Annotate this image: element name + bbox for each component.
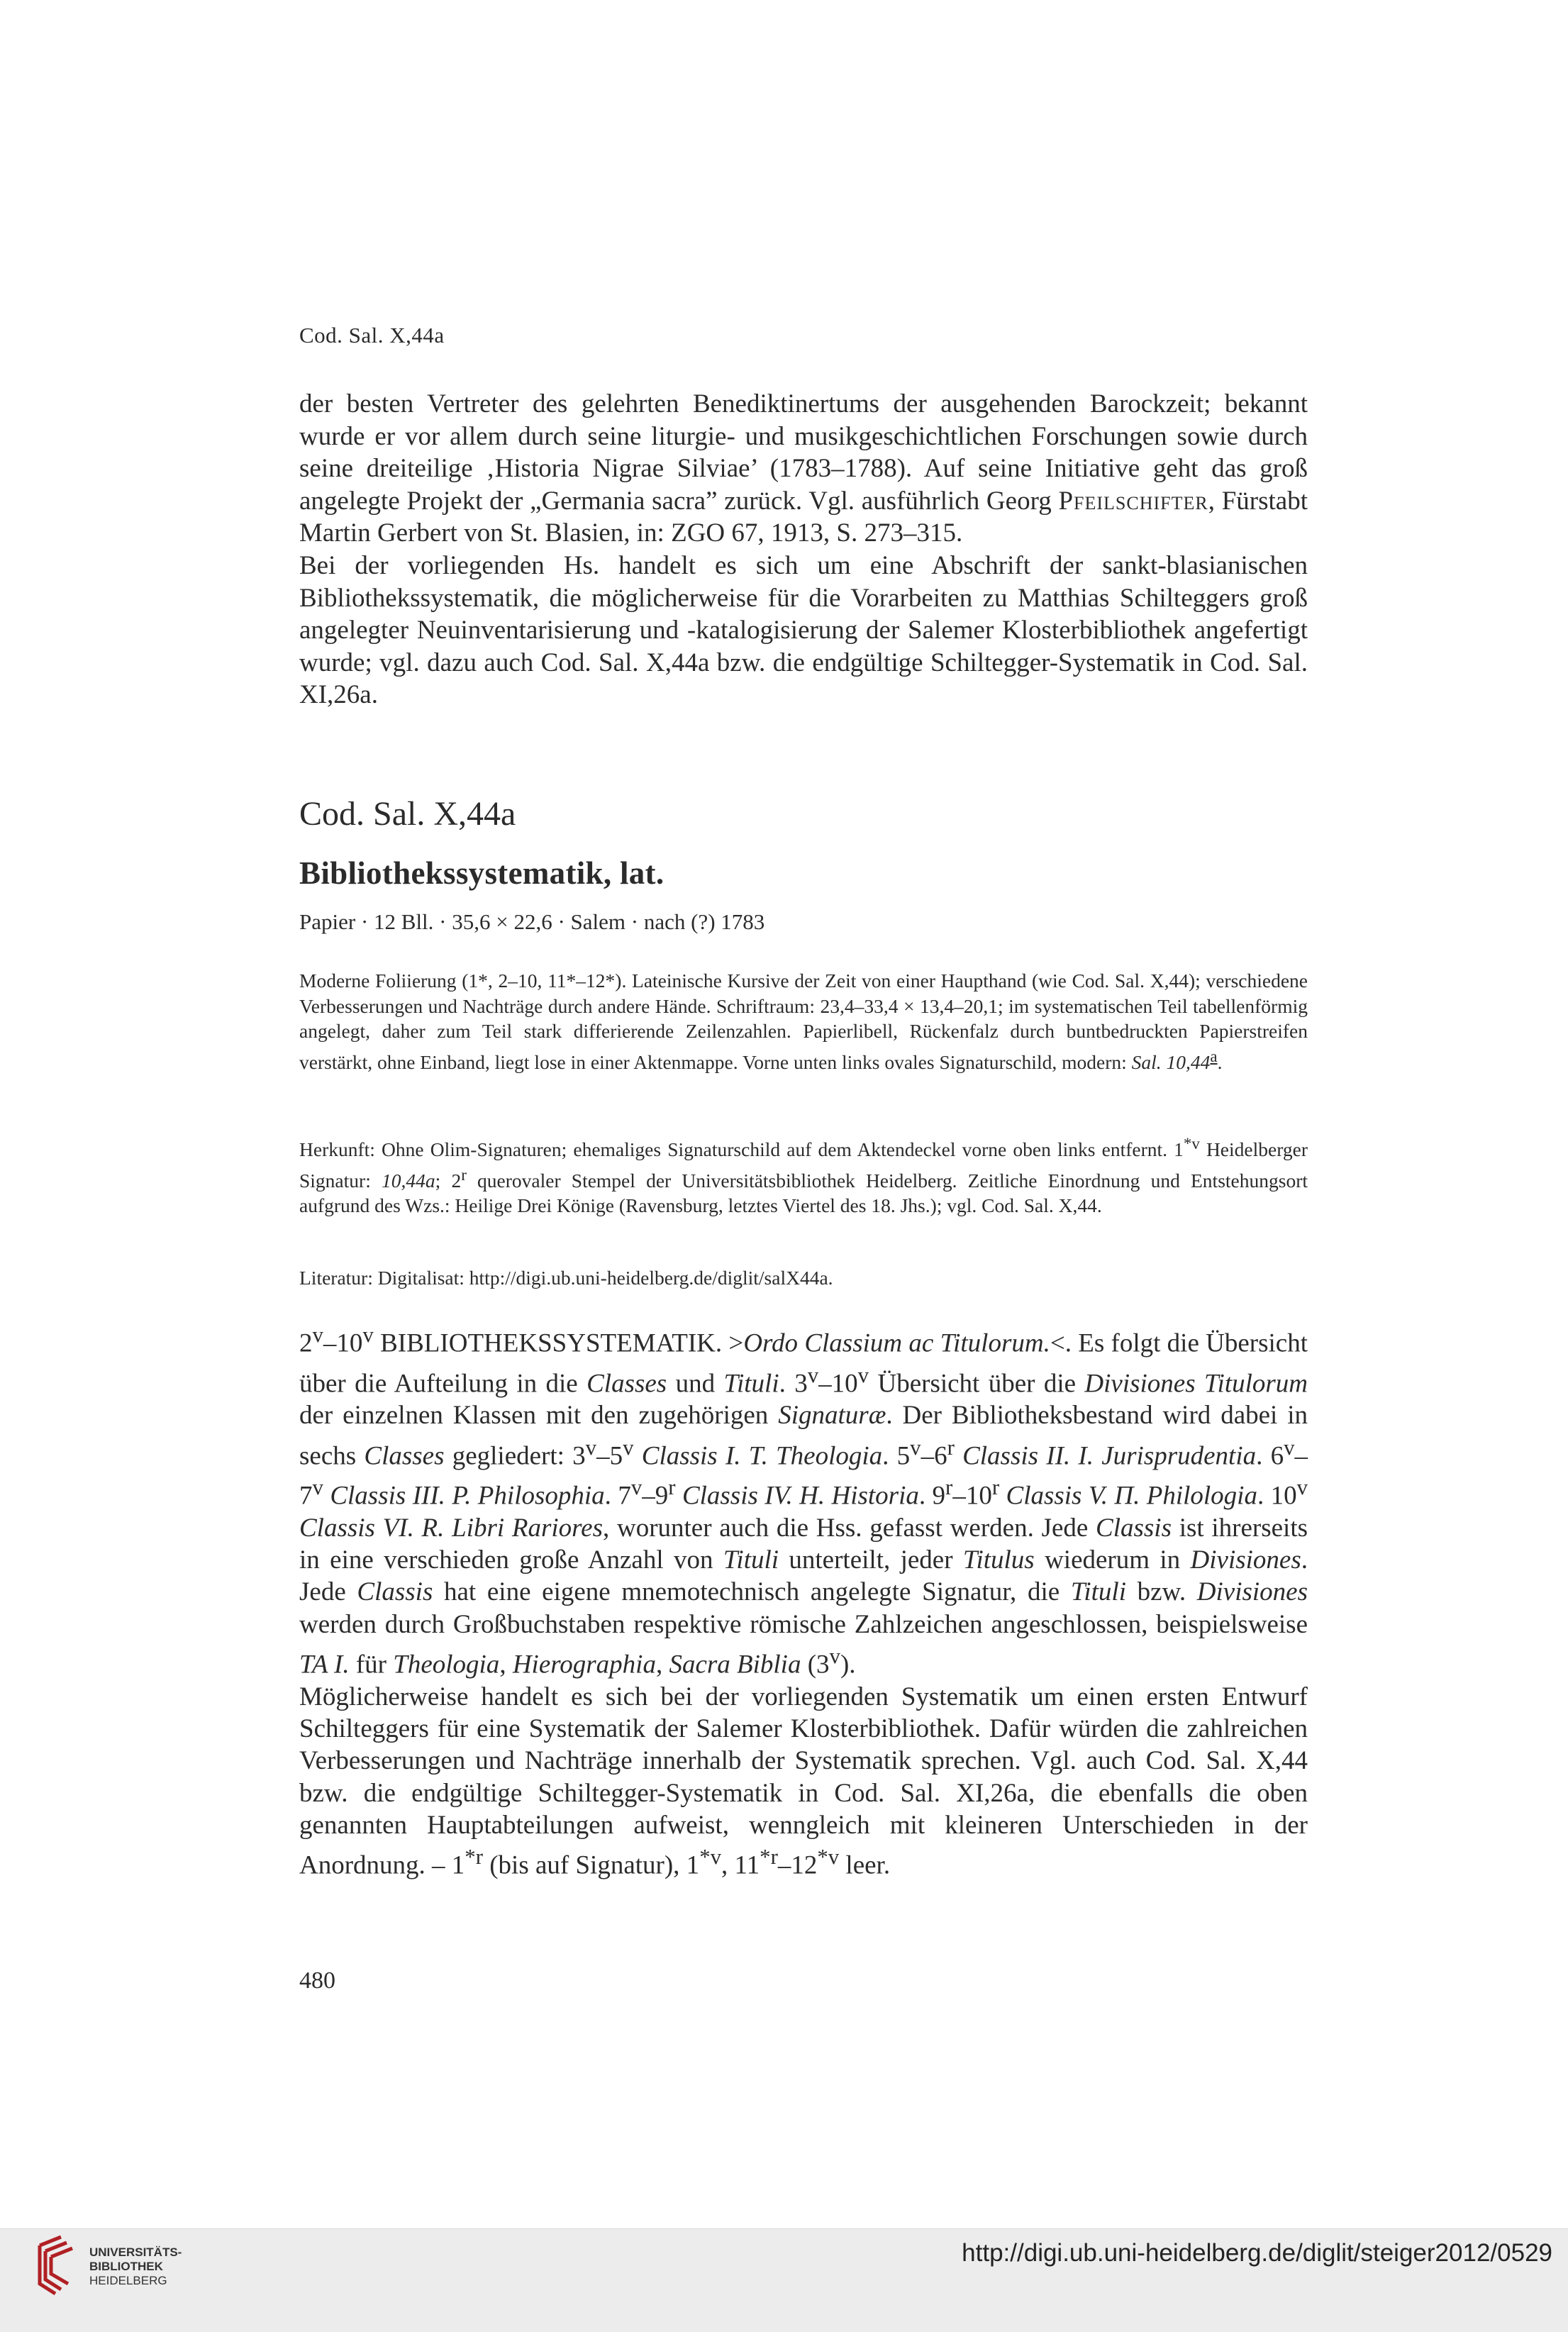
text: –10: [323, 1328, 363, 1358]
folio-sup: v: [857, 1362, 869, 1387]
class-name: Classis VI. R. Libri Rariores: [299, 1513, 604, 1543]
folio-sup: v: [623, 1435, 634, 1460]
text: (bis auf Signatur), 1: [482, 1850, 700, 1880]
folio-sup: v: [362, 1323, 374, 1347]
description-text: Moderne Foliierung (1*, 2–10, 11*–12*). Lateinische Kursive der Zeit von einer Haupthand (wie Cod. Sal. X,44); verschiedene Verbesserungen und Nachträge durch andere Hände. Schriftraum: 23,4–33,4 × 13,4–20,1; im systematischen Teil tabellenförmig angelegt, daher zum Teil stark differierende Zeilenzahlen. Papierlibell, Rückenfalz durch buntbedruckten Papierstreifen verstärkt, ohne Einband, liegt lose in einer Aktenmappe. Vorne unten links ovales Signaturschild, modern:: [299, 970, 1308, 1073]
text: –5: [596, 1440, 623, 1470]
logo-line: HEIDELBERG: [89, 2274, 167, 2287]
term: Divisiones Titulorum: [1084, 1368, 1308, 1398]
folio-sup: r: [945, 1475, 953, 1500]
class-name: Classis V. Π. Philologia: [1006, 1481, 1257, 1511]
term: Tituli: [723, 1368, 779, 1398]
running-head: Cod. Sal. X,44a: [299, 323, 445, 348]
page-number: 480: [299, 1967, 335, 1994]
folio-sup: v: [312, 1475, 323, 1500]
folio-sup: v: [585, 1435, 597, 1460]
heidelberg-signature: 10,44a: [382, 1169, 435, 1192]
content-paragraph: [299, 1319, 1308, 1681]
term: TA I.: [299, 1650, 350, 1679]
text: . 6: [1256, 1440, 1284, 1470]
text: . 7: [604, 1481, 631, 1511]
codicological-description: [299, 968, 1308, 1075]
class-name: Classis III. P. Philosophia: [330, 1481, 605, 1511]
term: Classes: [364, 1440, 445, 1470]
folio-sup: r: [991, 1475, 1000, 1500]
text: . Jede: [299, 1545, 1308, 1607]
intro-paragraph-continued: [299, 388, 1308, 550]
term: Tituli: [723, 1545, 779, 1575]
text: . Der Bibliotheksbestand wird dabei in sechs: [299, 1401, 1308, 1470]
entry-physical-description: Papier · 12 Bll. · 35,6 × 22,6 · Salem · nach (?) 1783: [299, 909, 765, 934]
text: hat eine eigene mnemotechnisch angelegte Signatur, die: [433, 1577, 1071, 1607]
literature: Literatur: Digitalisat: http://digi.ub.uni-heidelberg.de/diglit/salX44a.: [299, 1267, 833, 1289]
text: ,: [499, 1650, 513, 1679]
folio-sup: *r: [760, 1845, 778, 1870]
logo-line: UNIVERSITÄTS-: [89, 2245, 182, 2259]
text: ).: [840, 1650, 856, 1679]
provenance-text: Heidelberger Signatur:: [299, 1138, 1308, 1192]
folio-sup: *r: [465, 1845, 483, 1870]
provenance-text: querovaler Stempel der Universitätsbibliothek Heidelberg. Zeitliche Einordnung und Entstehungsort aufgrund des Wzs.: Heilige Drei Könige (Ravensburg, letztes Viertel des 18. Jhs.); vgl. Cod. Sal. X,44.: [299, 1169, 1308, 1217]
entry-signature: Cod. Sal. X,44a: [299, 795, 516, 833]
text: wiederum in: [1034, 1545, 1191, 1575]
term: Classis: [357, 1577, 433, 1607]
term: Sacra Biblia: [669, 1650, 801, 1679]
library-logo-text: [89, 2245, 182, 2288]
text: , 11: [721, 1850, 760, 1880]
text: –10: [952, 1481, 992, 1511]
term: Hierographia: [512, 1650, 656, 1679]
term: Divisiones: [1196, 1577, 1308, 1607]
term: Classes: [586, 1368, 667, 1398]
intro-text: , Fürstabt Martin Gerbert von St. Blasien, in: ZGO 67, 1913, S. 273–315.: [299, 486, 1308, 548]
text: für: [349, 1650, 394, 1679]
text: der einzelnen Klassen mit den zugehörigen: [299, 1401, 779, 1431]
folio-sup: v: [910, 1435, 921, 1460]
content-description: [299, 1319, 1308, 1882]
author-name: Pfeilschifter: [1058, 486, 1208, 516]
term: Signaturæ: [778, 1401, 886, 1431]
text: werden durch Großbuchstaben respektive römische Zahlzeichen angeschlossen, beispielsweise: [299, 1609, 1308, 1639]
text: . 5: [882, 1440, 911, 1470]
intro-text: der besten Vertreter des gelehrten Benediktinertums der ausgehenden Barockzeit; bekannt wurde er vor allem durch seine liturgie- und musikgeschichtlichen Forschungen sowie durch seine dreiteilige ‚Historia Nigrae Silviae’ (1783–1788). Auf seine Initiative geht das groß angelegte Projekt der „Germania sacra” zurück. Vgl. ausführlich Georg: [299, 389, 1308, 516]
text: . 10: [1257, 1481, 1297, 1511]
folio-sup: *v: [1183, 1135, 1200, 1153]
text: gegliedert: 3: [444, 1440, 586, 1470]
shelfmark-label-sup: a: [1210, 1047, 1218, 1065]
term: Tituli: [1070, 1577, 1126, 1607]
provenance-text: ; 2: [435, 1169, 462, 1192]
folio-sup: v: [1284, 1435, 1295, 1460]
folio-sup: *v: [699, 1845, 722, 1870]
text: leer.: [839, 1850, 891, 1880]
text: , worunter auch die Hss. gefasst werden. Jede: [603, 1513, 1096, 1543]
text: . 3: [779, 1368, 808, 1398]
text: –10: [818, 1368, 858, 1398]
text: ,: [655, 1650, 669, 1679]
folio-sup: v: [630, 1475, 643, 1500]
library-logo-icon: [34, 2233, 84, 2297]
class-name: Classis IV. H. Historia: [682, 1481, 919, 1511]
folio-sup: r: [668, 1475, 676, 1500]
class-name: Classis I. T. Theologia: [641, 1440, 883, 1470]
text: <. Es folgt die Übersicht über die Aufteilung in die: [299, 1328, 1308, 1398]
incipit: Ordo Classium ac Titulorum.: [743, 1328, 1050, 1358]
description-end: .: [1217, 1050, 1223, 1073]
provenance: [299, 1131, 1308, 1218]
provenance-text: Herkunft: Ohne Olim-Signaturen; ehemaliges Signaturschild auf dem Aktendeckel vorne oben links entfernt. 1: [299, 1138, 1184, 1161]
logo-line: BIBLIOTHEK: [89, 2260, 163, 2273]
folio-sup: v: [312, 1323, 323, 1347]
folio-sup: v: [807, 1362, 819, 1387]
class-name: Classis II. I. Jurisprudentia: [962, 1440, 1257, 1470]
text: 2: [299, 1328, 313, 1358]
folio-sup: r: [947, 1435, 955, 1460]
text: –9: [642, 1481, 669, 1511]
folio-sup: r: [461, 1165, 467, 1184]
folio-sup: v: [1296, 1475, 1308, 1500]
library-logo[interactable]: [34, 2233, 182, 2325]
text: Möglicherweise handelt es sich bei der vorliegenden Systematik um einen ersten Entwurf Schilteggers für eine Systematik der Salemer Klosterbibliothek. Dafür würden die zahlreichen Verbesserungen und Nachträge innerhalb der Systematik sprechen. Vgl. auch Cod. Sal. X,44 bzw. die endgültige Schiltegger-Systematik in Cod. Sal. XI,26a, die ebenfalls die oben genannten Hauptabteilungen aufweist, wenngleich mit kleineren Unterschieden in der Anordnung. – 1: [299, 1682, 1308, 1880]
text: und: [667, 1368, 724, 1398]
text: –6: [921, 1440, 947, 1470]
term: Divisiones: [1190, 1545, 1301, 1575]
text: (3: [801, 1650, 830, 1679]
folio-sup: *v: [817, 1845, 840, 1870]
text: Übersicht über die: [869, 1368, 1085, 1398]
term: Titulus: [962, 1545, 1035, 1575]
text: unterteilt, jeder: [779, 1545, 963, 1575]
term: Theologia: [393, 1650, 500, 1679]
text: –7: [299, 1440, 1308, 1511]
text: ist ihrerseits in eine verschieden große Anzahl von: [299, 1513, 1308, 1575]
shelfmark-label: Sal. 10,44: [1131, 1050, 1211, 1073]
term: Classis: [1096, 1513, 1172, 1543]
text: –12: [777, 1850, 818, 1880]
text: BIBLIOTHEKSSYSTEMATIK. >: [373, 1328, 744, 1358]
intro-paragraph-hs: Bei der vorliegenden Hs. handelt es sich um eine Abschrift der sankt-blasianischen Bibliothekssystematik, die möglicherweise für die Vorarbeiten zu Matthias Schilteggers groß angelegter Neuinventarisierung und -katalogisierung der Salemer Klosterbibliothek angefertigt wurde; vgl. dazu auch Cod. Sal. X,44a bzw. die endgültige Schiltegger-Systematik in Cod. Sal. XI,26a.: [299, 551, 1308, 709]
text: bzw.: [1125, 1577, 1197, 1607]
permalink-url[interactable]: http://digi.ub.uni-heidelberg.de/diglit/steiger2012/0529: [962, 2239, 1552, 2267]
folio-sup: v: [829, 1643, 840, 1668]
content-paragraph: [299, 1681, 1308, 1882]
entry-title: Bibliothekssystematik, lat.: [299, 855, 665, 891]
text: . 9: [918, 1481, 946, 1511]
